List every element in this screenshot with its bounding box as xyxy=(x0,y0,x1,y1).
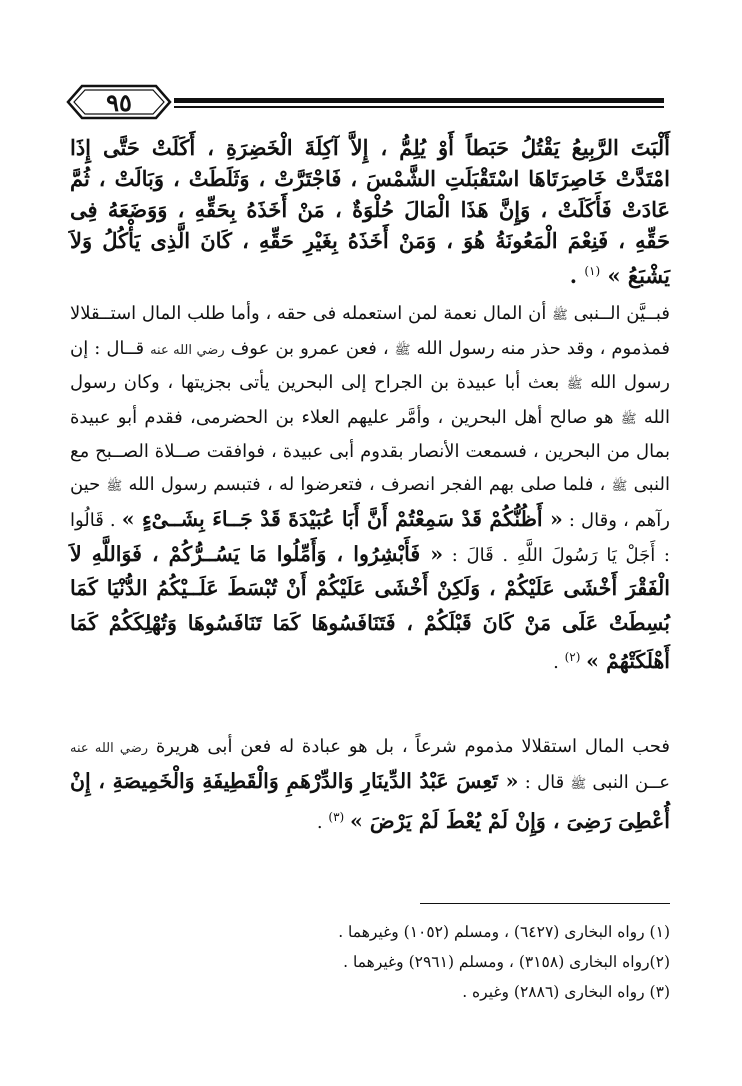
hadith-quote-paragraph xyxy=(70,132,670,291)
hadith-quote-text: « أَظُنُّكُمْ قَدْ سَمِعْتُمْ أَنَّ أَبَا عُبَيْدَةَ قَدْ جَــاءَ بِشَــىْءٍ » xyxy=(121,507,563,531)
prose-segment: ، فعن عمرو بن عوف xyxy=(230,337,389,359)
paragraph-end: . xyxy=(553,652,559,673)
paragraph-end: . xyxy=(316,812,323,833)
hadith-quote-text: أَلْبَتَ الرَّبِيعُ يَقْتُلُ حَبَطاً أَوْ يُلِمُّ ، إِلاَّ آكِلَةَ الْخَضِرَةِ ، أَكَلَتْ حَتَّى إِذَا امْتَدَّتْ خَاصِرَتَاهَا اسْتَقْبَلَتِ الشَّمْسَ ، فَاجْتَرَّتْ ، وَثَلَطَتْ ، وَبَالَتْ ، ثُمَّ عَادَتْ فَأَكَلَتْ ، وَإِنَّ هَذَا الْمَالَ حُلْوَةٌ ، مَنْ أَخَذَهُ بِحَقِّهِ ، وَوَضَعَهُ فِى حَقِّهِ ، فَنِعْمَ الْمَعُونَةُ هُوَ ، وَمَنْ أَخَذَهُ بِغَيْرِ حَقِّهِ ، كَانَ الَّذِى يَأْكُلُ وَلاَ يَشْبَعُ » xyxy=(70,135,670,288)
prose-segment: حين رآهم ، وقال : xyxy=(70,473,670,531)
prose-segment: أن المال نعمة لمن استعمله فى حقه ، وأما طلب المال استــقلالا فمذموم ، وقد حذر منه رسول الله xyxy=(70,303,670,359)
pbuh-honorific-icon: ﷺ xyxy=(552,308,568,323)
prose-segment: ، فلما صلى بهم الفجر انصرف ، فتعرضوا له ، فتبسم رسول الله xyxy=(128,473,606,495)
paragraph-end: . xyxy=(569,263,578,288)
narration-paragraph xyxy=(70,298,670,680)
page-header xyxy=(64,80,664,126)
radi-honorific-icon: رضي الله عنه xyxy=(70,741,149,756)
prose-segment: هو صالح أهل البحرين ، وأمَّر عليهم العلاء بن الحضرمى، فقدم أبو عبيدة بمال من البحرين ، فسمعت الأنصار بقدوم أبى عبيدة ، فوافقت صــلاة الصــبح مع النبى xyxy=(70,406,671,495)
footnotes xyxy=(70,917,670,1007)
header-rule-thick xyxy=(174,98,664,103)
radi-honorific-icon: رضي الله عنه xyxy=(150,342,225,358)
footnote-divider xyxy=(420,903,670,904)
header-rule-thin xyxy=(174,106,664,108)
prose-segment: فبــيَّن الــنبى xyxy=(573,303,670,324)
footnote-1: (١) رواه البخارى (٦٤٢٧) ، ومسلم (١٠٥٢) وغيرهما . xyxy=(338,923,670,941)
footnote-ref-1: (١) xyxy=(584,264,601,278)
pbuh-honorific-icon: ﷺ xyxy=(620,411,637,427)
footnote-3: (٣) رواه البخارى (٢٨٨٦) وغيره . xyxy=(462,983,670,1001)
closing-paragraph xyxy=(70,730,670,839)
prose-segment: بعث أبا عبيدة بن الجراح إلى البحرين يأتى بجزيتها ، وكان رسول الله xyxy=(70,372,670,428)
page-number: ٩٥ xyxy=(106,87,132,117)
hadith-quote-text: « تَعِسَ عَبْدُ الدِّينَارِ وَالدِّرْهَمِ وَالْقَطِيفَةِ وَالْخَمِيصَةِ ، إِنْ أُعْطِىَ رَضِىَ ، وَإِنْ لَمْ يُعْطَ لَمْ يَرْضَ » xyxy=(70,769,670,833)
prose-segment: عــن النبى xyxy=(592,772,670,793)
footnote-ref-3: (٣) xyxy=(328,810,345,824)
prose-segment: . قَالُوا : أَجَلْ يَا رَسُولَ اللَّهِ . قَالَ : xyxy=(70,510,670,566)
footnote-2: (٢)رواه البخارى (٣١٥٨) ، ومسلم (٢٩٦١) وغيرهما . xyxy=(343,953,670,971)
pbuh-honorific-icon: ﷺ xyxy=(566,377,583,392)
prose-segment: قــال : إن رسول الله xyxy=(70,337,670,393)
footnote-ref-2: (٢) xyxy=(564,650,581,664)
prose-segment: قال : xyxy=(518,772,565,793)
pbuh-honorific-icon: ﷺ xyxy=(570,777,587,792)
pbuh-honorific-icon: ﷺ xyxy=(394,342,411,358)
pbuh-honorific-icon: ﷺ xyxy=(106,478,123,494)
hadith-quote-text: « فَأَبْشِرُوا ، وَأَمِّلُوا مَا يَسُــرُّكُمْ ، فَوَاللَّهِ لاَ الْفَقْرَ أَخْشَى عَلَيْكُمْ ، وَلَكِنْ أَخْشَى عَلَيْكُمْ أَنْ تُبْسَطَ عَلَــيْكُمُ الدُّنْيَا كَمَا بُسِطَتْ عَلَى مَنْ كَانَ قَبْلَكُمْ ، فَتَنَافَسُوهَا كَمَا تَنَافَسُوهَا وَتُهْلِكَكُمْ كَمَا أَهْلَكَتْهُمْ » xyxy=(70,541,670,673)
prose-segment: فحب المال استقلالا مذموم شرعاً ، بل هو عبادة له فعن أبى هريرة xyxy=(155,736,670,757)
pbuh-honorific-icon: ﷺ xyxy=(611,478,628,494)
